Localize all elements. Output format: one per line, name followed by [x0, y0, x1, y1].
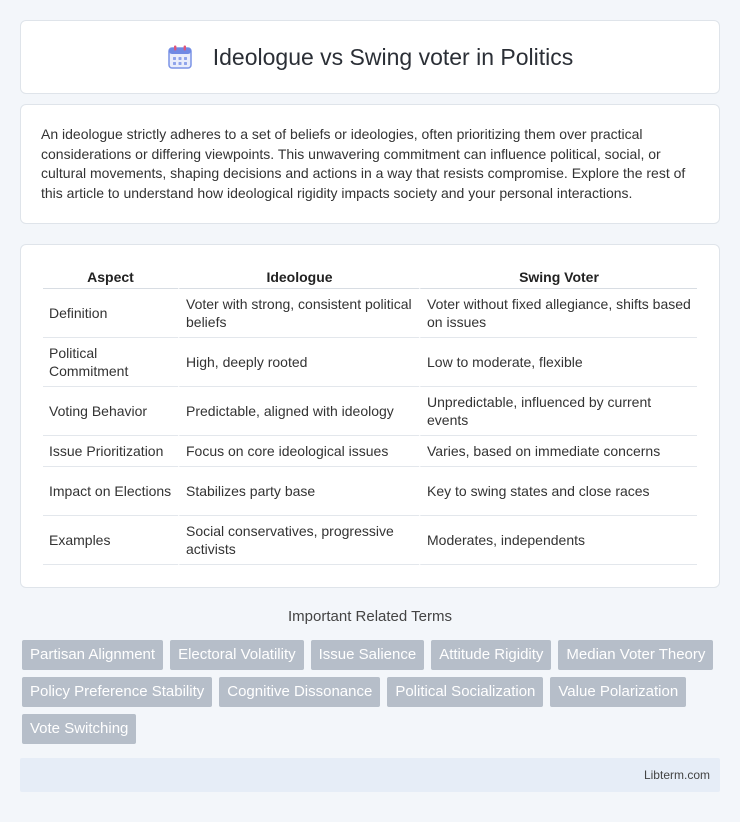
table-row — [43, 387, 697, 436]
term-tag[interactable]: Value Polarization — [550, 677, 686, 707]
header-swing-voter: Swing Voter — [419, 265, 697, 289]
cell-aspect: Examples — [43, 516, 178, 565]
cell-aspect: Impact on Elections — [43, 467, 178, 516]
term-tag[interactable]: Issue Salience — [311, 640, 425, 670]
comparison-table — [43, 265, 697, 565]
cell-aspect: Political Commitment — [43, 338, 178, 387]
term-tag[interactable]: Partisan Alignment — [22, 640, 163, 670]
intro-card — [20, 104, 720, 224]
cell-swing-voter: Unpredictable, influenced by current events — [419, 387, 697, 436]
cell-ideologue: Focus on core ideological issues — [178, 436, 419, 467]
comparison-card — [20, 244, 720, 588]
term-tag[interactable]: Median Voter Theory — [558, 640, 713, 670]
table-row — [43, 289, 697, 338]
related-terms-list — [22, 640, 722, 751]
cell-aspect: Issue Prioritization — [43, 436, 178, 467]
footer — [20, 758, 720, 792]
cell-ideologue: Predictable, aligned with ideology — [178, 387, 419, 436]
cell-swing-voter: Low to moderate, flexible — [419, 338, 697, 387]
header-ideologue: Ideologue — [178, 265, 419, 289]
header-card — [20, 20, 720, 94]
cell-ideologue: Social conservatives, progressive activists — [178, 516, 419, 565]
cell-swing-voter: Moderates, independents — [419, 516, 697, 565]
calendar-icon — [167, 44, 193, 70]
term-tag[interactable]: Vote Switching — [22, 714, 136, 744]
cell-ideologue: High, deeply rooted — [178, 338, 419, 387]
term-tag[interactable]: Attitude Rigidity — [431, 640, 551, 670]
term-tag[interactable]: Political Socialization — [387, 677, 543, 707]
table-header-row — [43, 265, 697, 289]
cell-ideologue: Voter with strong, consistent political beliefs — [178, 289, 419, 338]
cell-swing-voter: Key to swing states and close races — [419, 467, 697, 516]
cell-aspect: Voting Behavior — [43, 387, 178, 436]
table-row — [43, 516, 697, 565]
term-tag[interactable]: Policy Preference Stability — [22, 677, 212, 707]
term-tag[interactable]: Cognitive Dissonance — [219, 677, 380, 707]
cell-swing-voter: Voter without fixed allegiance, shifts based on issues — [419, 289, 697, 338]
cell-swing-voter: Varies, based on immediate concerns — [419, 436, 697, 467]
footer-site-link[interactable]: Libterm.com — [643, 768, 710, 782]
intro-text: An ideologue strictly adheres to a set of beliefs or ideologies, often prioritizing them over practical considerations or differing viewpoints. This unwavering commitment can influence political, social, or cultural movements, shaping decisions and actions in a way that resists compromise. Explore the rest of this article to understand how ideological rigidity impacts society and your personal interactions. — [41, 126, 686, 201]
table-row — [43, 338, 697, 387]
term-tag[interactable]: Electoral Volatility — [170, 640, 304, 670]
cell-ideologue: Stabilizes party base — [178, 467, 419, 516]
header-aspect: Aspect — [43, 265, 178, 289]
table-row — [43, 436, 697, 467]
table-row — [43, 467, 697, 516]
related-terms-title: Important Related Terms — [288, 608, 452, 625]
cell-aspect: Definition — [43, 289, 178, 338]
page-title: Ideologue vs Swing voter in Politics — [212, 43, 574, 70]
